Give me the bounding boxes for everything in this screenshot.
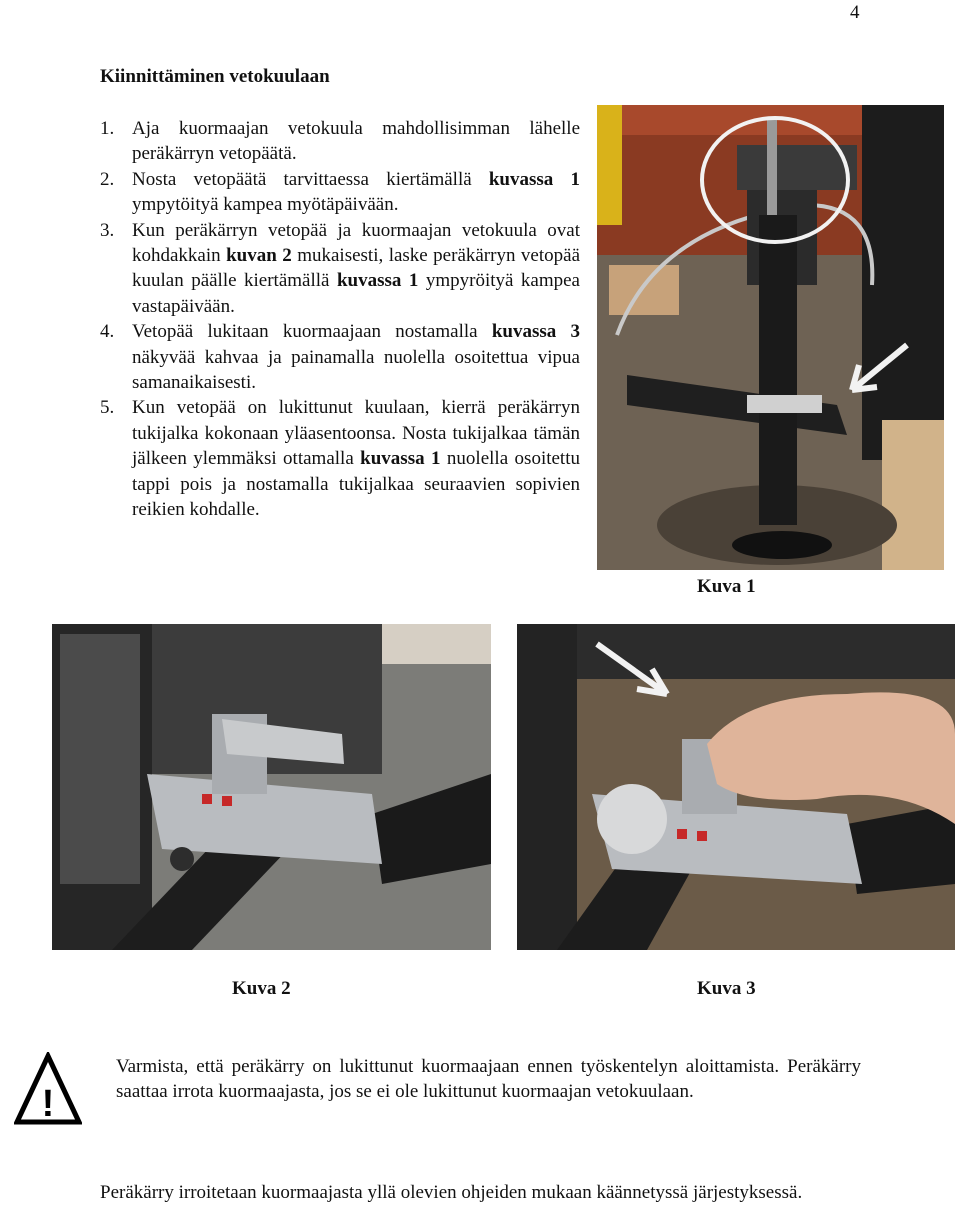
- step-text: Nosta vetopäätä tarvittaessa kiertämällä: [132, 168, 489, 190]
- step-emphasis: kuvassa 3: [491, 321, 580, 343]
- step-number: 2.: [100, 168, 115, 190]
- caption-kuva-3: Kuva 3: [697, 978, 756, 999]
- instruction-step: [100, 116, 580, 167]
- warning-text: Varmista, että peräkärry on lukittunut kuormaajaan ennen työskentelyn aloittamista. Peräkärry saattaa irrota kuormaajasta, jos se ei ole lukittunut kuormaajan vetokuulaan.: [116, 1056, 861, 1103]
- step-text: Aja kuormaajan vetokuula mahdollisimman lähelle peräkärryn vetopäätä.: [132, 118, 580, 165]
- step-number: 1.: [100, 118, 115, 139]
- instruction-step: [100, 319, 580, 395]
- step-text: Kun peräkärryn vetopää ja kuormaajan vetokuula ovat kohdakkain: [132, 219, 580, 267]
- step-number: 4.: [100, 321, 115, 343]
- step-text: ympytöityä kampea myötäpäivään.: [132, 194, 399, 216]
- step-number: 5.: [100, 397, 115, 419]
- instruction-step: [100, 395, 580, 522]
- warning-triangle-icon: [14, 1052, 82, 1126]
- step-text: Kun vetopää on lukittunut kuulaan, kierrä peräkärryn tukijalka kokonaan yläasentoonsa. Nosta tukijalkaa tämän jälkeen ylemmäksi ottamalla: [132, 397, 580, 470]
- page-number: 4: [850, 2, 860, 23]
- photo-coupling-on-ball: [52, 624, 491, 950]
- section-heading: Kiinnittäminen vetokuulaan: [100, 66, 330, 87]
- caption-kuva-1: Kuva 1: [697, 576, 756, 597]
- step-text: Vetopää lukitaan kuormaajaan nostamalla: [132, 321, 492, 343]
- closing-paragraph: Peräkärry irroitetaan kuormaajasta yllä olevien ohjeiden mukaan käännetyssä järjestyksessä.: [100, 1182, 803, 1203]
- step-emphasis: kuvassa 1: [336, 270, 419, 292]
- warning-symbol: !: [41, 1083, 55, 1125]
- step-emphasis: kuvassa 1: [360, 448, 441, 470]
- caption-kuva-2: Kuva 2: [232, 978, 291, 999]
- instruction-step: [100, 167, 580, 218]
- step-number: 3.: [100, 219, 115, 241]
- step-text: mukaisesti, laske peräkärryn vetopää kuulan päälle kiertämällä: [132, 245, 580, 292]
- photo-hand-lifting-handle: [517, 624, 955, 950]
- photo-trailer-jack: [597, 105, 944, 570]
- step-emphasis: kuvan 2: [226, 245, 292, 267]
- step-text: nuolella osoitettu tappi pois ja nostamalla tukijalkaa seuraavien sopivien reikien kohdalle.: [132, 448, 580, 521]
- instruction-steps: [100, 116, 580, 523]
- step-emphasis: kuvassa 1: [488, 168, 580, 190]
- step-text: ympyröityä kampea vastapäivään.: [132, 270, 580, 317]
- step-text: näkyvää kahvaa ja painamalla nuolella osoitettua vipua samanaikaisesti.: [132, 346, 580, 394]
- instruction-step: [100, 218, 580, 320]
